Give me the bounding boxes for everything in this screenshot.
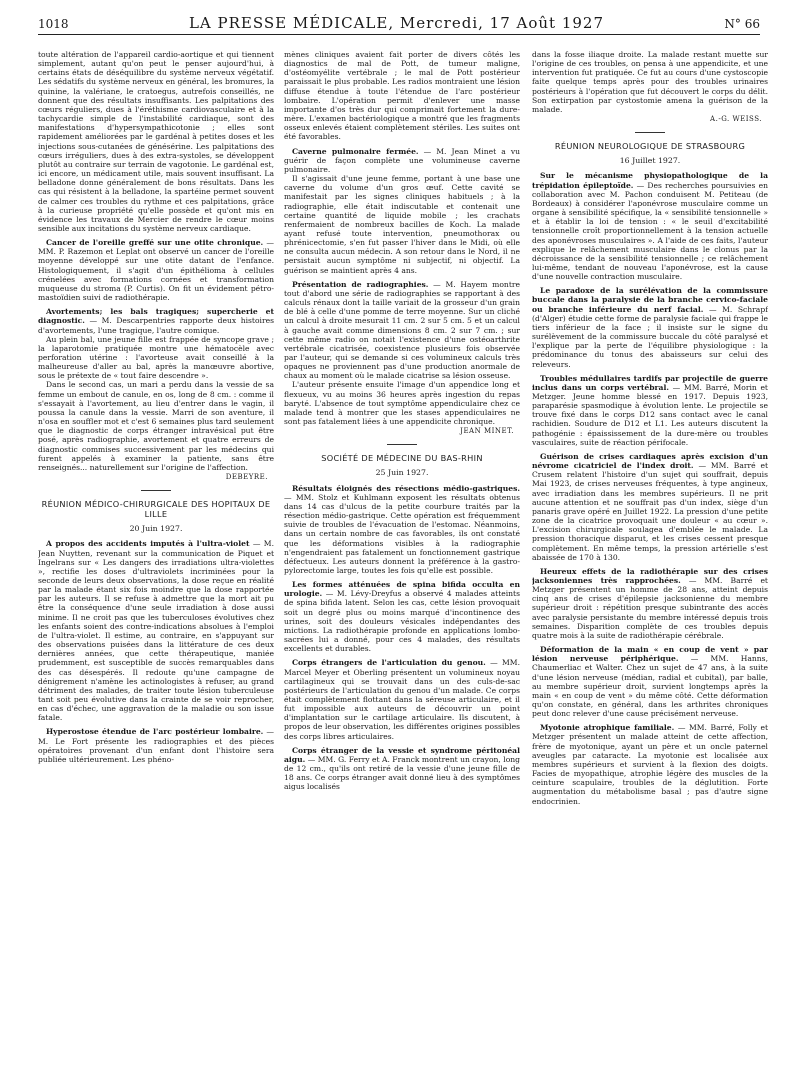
article-paragraph (532, 171, 768, 281)
section-date: 16 Juillet 1927. (619, 156, 681, 166)
page-number: 1018 (38, 17, 69, 31)
article (532, 171, 768, 281)
article-paragraph (284, 580, 520, 653)
article-title: Corps étranger de la vessie et syndrome péritonéal aigu. (284, 745, 520, 764)
article-text: — M. Descarpentries rapporte deux histoires d'avortements, l'une tragique, l'autre comique. (38, 316, 274, 335)
section-date: 20 Juin 1927. (129, 524, 183, 534)
article-text: — MM. Barré, Folly et Metzger présentent un malade atteint de cette affection, frère de myotonique, ayant un père et un oncle paternel aveugles par cataracte. La myotonie est localisée aux membres supérieurs et survient à la flexion des doigts. Facies de myopathique, atrophie légère des muscles de la ceinture scapulaire, troubles de la déglutition. Forte augmentation du métabolisme basal ; pas d'autre signe endocrinien. (532, 723, 768, 806)
section-heading (284, 444, 520, 477)
issue-number: N° 66 (724, 17, 760, 31)
section-date: 25 Juin 1927. (375, 468, 429, 478)
article (532, 723, 768, 805)
article-title: Corps étrangers de l'articulation du genou. (292, 658, 486, 668)
article-text: — M. Jean Minet a vu guérir de façon complète une volumineuse caverne pulmonaire. (284, 146, 520, 174)
author-signature: JEAN MINET. (460, 427, 514, 436)
article-title: Déformation de la main « en coup de vent » par lésion nerveuse périphérique. (532, 645, 768, 664)
article (284, 484, 520, 576)
article-text: — MM. P. Razemon et Leplat ont observé un cancer de l'oreille moyenne développé sur une otite datant de l'enfance. Histologiquement, il s'agit d'un épithélioma à cellules crénelées avec formations cornées et transformation muqueuse du stroma (P. Curtis). On fit un évidement pétro-mastoïdien suivi de radiothérapie. (38, 238, 274, 303)
article-paragraph (38, 238, 274, 302)
text-column-3 (532, 50, 768, 1074)
article-paragraph: L'auteur présente ensuite l'image d'un appendice long et flexueux, vu au moins 36 heures après ingestion du repas baryté. L'absence de tout symptôme appendiculaire chez ce malade tend à montrer que les stases appendiculaires ne sont pas fatalement liées à une appendicite chronique. (284, 380, 520, 427)
article (38, 50, 274, 233)
article-text: — MM. Barré et Crusem relatent l'histoire d'un sujet qui souffrait, depuis Mai 1923, de crises nerveuses fréquentes, à type angineux, avec irradiation dans les membres supérieurs. Il ne prit aucune attention et ne souffrait pas d'un index, siège d'un panaris grave opéré en Juillet 1922. La pression d'une petite zone de la cicatrice provoquait une douleur « au cœur ». L'excision chirurgicale soulagea d'emblée le malade. La pression thoracique disparut, et les crises cessent presque complètement. En même temps, la pression artérielle s'est abaissée de 170 à 130. (532, 461, 768, 562)
section-heading (532, 132, 768, 165)
article-title: Résultats éloignés des résections médio-gastriques. (292, 483, 520, 493)
article-title: Les formes atténuées de spina bifida occulta en urologie. (284, 580, 520, 599)
article-title: Le paradoxe de la surélévation de la commissure buccale dans la paralysie de la branche cervico-faciale ou branche inférieure du nerf facial. (532, 286, 768, 314)
author-signature: A.-G. WEISS. (710, 115, 762, 124)
article-paragraph (532, 374, 768, 447)
article (532, 645, 768, 718)
article-text: — M. Le Fort présente les radiographies et des pièces opératoires provenant d'un enfant dont l'histoire sera publiée ultérieurement. Les phéno- (38, 727, 274, 764)
article-text: — Des recherches poursuivies en collaboration avec M. Pachon conduisent M. Petiteau (de Bordeaux) à considérer l'aponévrose musculaire comme un organe à sensibilité spécifique, la « sensibilité tensionnelle » et à établir la loi de tension : « le seuil d'excitabilité tensionnelle croît proportionnellement à la tension actuelle des aponévroses musculaires ». A l'aide de ces faits, l'auteur explique le relâchement musculaire dans le clonus par la décroissance de la sensibilité tensionnelle ; ce relâchement lui-même, tendant de nouveau l'aponévrose, est la cause d'une nouvelle contraction musculaire. (532, 180, 768, 282)
article-paragraph (532, 723, 768, 805)
article-title: Myotonie atrophique familiale. (540, 723, 675, 733)
article-text: — MM. Stolz et Kuhlmann exposent les résultats obtenus dans 14 cas d'ulcus de la petite courbure traités par la résection médio-gastrique. Cette opération est fréquemment suivie de troubles de l'évacuation de l'estomac. Néanmoins, dans un certain nombre de cas favorables, ils ont constaté que les déformations visibles à la radiographie n'engendraient pas fatalement un fonctionnement gastrique défectueux. Les auteurs donnent la préférence à la gastro-pylorectomie large, toutes les fois qu'elle est possible. (284, 492, 520, 575)
article (532, 452, 768, 562)
article-title: Caverne pulmonaire fermée. (292, 146, 419, 156)
article (284, 580, 520, 653)
article-paragraph (284, 658, 520, 740)
article-title: A propos des accidents imputés à l'ultra-violet (46, 539, 250, 549)
article (38, 539, 274, 722)
article-paragraph (532, 567, 768, 640)
article-text: — MM. G. Ferry et A. Franck montrent un crayon, long de 12 cm., qu'ils ont retiré de la vessie d'une jeune fille de 18 ans. Ce corps étranger avait donné lieu à des symptômes aigus localisés (284, 754, 520, 792)
article (532, 50, 768, 124)
section-name: RÉUNION MÉDICO-CHIRURGICALE DES HOPITAUX DE LILLE (41, 499, 271, 520)
article-title: Cancer de l'oreille greffé sur une otite chronique. (46, 238, 264, 248)
article-text: — MM. Barré, Morin et Metzger. Jeune homme blessé en 1917. Depuis 1923, paraparésie spasmodique à évolution lente. Le projectile se trouve fixé dans le corps D12 sans contact avec le canal rachidien. Soudure de D12 et L1. Les auteurs discutent la pathogénie : épaississement de la dure-mère ou troubles vasculaires, suite de réaction périfocale. (532, 382, 768, 447)
article-paragraph: Au plein bal, une jeune fille est frappée de syncope grave ; la laparotomie pratiquée montre une hématocèle avec perforation utérine : l'avorteuse avait conseillé à la malheureuse d'aller au bal, après la manœuvre abortive, sous le prétexte de « tout faire descendre ». (38, 334, 274, 381)
article-title: Guérison de crises cardiaques après excision d'un névrome cicatriciel de l'index droit. (532, 451, 768, 471)
article-text: — M. Jean Nuytten, revenant sur la communication de Piquet et Ingelrans sur « Les dangers des irradiations ultra-violettes », rectifie les doses d'ultraviolets incriminées pour la seconde de leurs deux observations, la dose reçue en réalité par la malade étant six fois moindre que la dose rapportée par les auteurs. Il se refuse à admettre que la mort ait pu être la conséquence d'une seule irradiation à dose aussi minime. Il ne croit pas que les tuberculoses évolutives chez les enfants soient des contre-indications absolues à l'emploi de l'ultra-violet. Il estime, au contraire, en s'appuyant sur des observations puisées dans la littérature de ces deux dernières années, que cette thérapeutique, maniée prudemment, est susceptible de succès remarquables dans des cas désespérés. Il redoute qu'une campagne de dénigrement n'amène les actinologistes à refuser, au grand détriment des malades, de traiter toute lésion tuberculeuse tant soit peu évolutive dans la crainte de se voir reprocher, en cas d'échec, une aggravation de la maladie ou son issue fatale. (38, 539, 274, 723)
running-header (38, 14, 760, 35)
article-paragraph: Dans le second cas, un mari a perdu dans la vessie de sa femme un embout de canule, en os, long de 8 cm. : comme il s'essayait à l'avortement, au lieu d'entrer dans le vagin, il poussa la canule dans la vessie. Marri de son aventure, il n'osa en souffler mot et c'est 6 semaines plus tard seulement que le diagnostic de corps étranger intravésical put être posé, après radiographie, avortement et quatre erreurs de diagnostic commises successivement par les médecins qui furent appelés à examiner la patiente, sans être renseignés... naturellement sur l'origine de l'affection. (38, 380, 274, 472)
section-rule (635, 132, 665, 133)
article-paragraph (532, 645, 768, 718)
text-column-2 (284, 50, 520, 1074)
article-paragraph (532, 452, 768, 562)
article-paragraph (38, 539, 274, 722)
article-paragraph (532, 286, 768, 368)
article-paragraph (38, 727, 274, 764)
section-name: SOCIÉTÉ DE MÉDECINE DU BAS-RHIN (321, 453, 483, 464)
article (532, 567, 768, 640)
article-title: Présentation de radiographies. (292, 279, 429, 289)
article-title: Troubles médullaires tardifs par projectile de guerre inclus dans un corps vertébral. (532, 373, 768, 392)
article-paragraph: toute altération de l'appareil cardio-aortique et qui tiennent simplement, autant qu'on peut le penser aujourd'hui, à certains états de déséquilibre du système nerveux végétatif. Les sédatifs du système nerveux en général, les bromures, la quinine, la valériane, le cratoegus, autrefois conseillés, ne donnent que des résultats insuffisants. Les palpitations des cœurs réguliers, dues à l'éréthisme cardiovasculaire et à la tachycardie simple de l'instabilité cardiaque, sont des manifestations d'hypersympathicotonie ; elles sont rapidement améliorées par le gardénal à petites doses et les injections sous-cutanées de génésérine. Les palpitations des cœurs irréguliers, dues à des extra-systoles, se développent plutôt au contraire sur terrain de vagotonie. Le gardénal est, ici encore, un médicament utile, mais souvent insuffisant. La belladone donne généralement de bons résultats. Dans les cas qui résistent à la belladone, la spartéine permet souvent de calmer ces troubles du rythme et ces palpitations, grâce à la curieuse propriété qu'elle possède et qu'ont mis en évidence les travaux de Mercier de rendre le cœur moins sensible aux incitations du système nerveux cardiaque. (38, 50, 274, 233)
article-title: Heureux effets de la radiothérapie sur des crises jacksoniennes très rapprochées. (532, 566, 768, 585)
article-text: — M. Schrapf (d'Alger) étudie cette forme de paralysie faciale qui frappe le tiers inférieur de la face ; il insiste sur le signe du surélèvement de la commissure buccale du côté paralysé et l'explique par la perte de l'équilibre physiologique : la prédominance du tonus des abaisseurs sur celui des releveurs. (532, 304, 768, 369)
article (284, 280, 520, 437)
article (284, 746, 520, 792)
article-text: — MM. Barré et Metzger présentent un homme de 28 ans, atteint depuis cinq ans de crises d'épilepsie jacksonienne du membre supérieur droit : répétition presque subintrante des accès avec paralysie persistante du membre intéressé depuis trois semaines. Disparition complète de ces troubles depuis quatre mois à la suite de radiothérapie cérébrale. (532, 575, 768, 640)
article (38, 727, 274, 764)
article (284, 50, 520, 142)
article (38, 307, 274, 482)
article-paragraph (38, 307, 274, 334)
article-paragraph (284, 147, 520, 174)
article-text: — MM. Hanns, Chaumerliac et Walter. Chez un sujet de 47 ans, à la suite d'une lésion nerveuse (médian, radial et cubital), par balle, au membre supérieur droit, survient longtemps après la main « en coup de vent » du même côté. Cette déformation qu'on constate, en général, dans les arthrites chroniques peut donc relever d'une cause précisément nerveuse. (532, 654, 768, 719)
article-paragraph (284, 484, 520, 576)
article (532, 374, 768, 447)
article-title: Hyperostose étendue de l'arc postérieur lombaire. (46, 727, 264, 737)
article-paragraph (284, 280, 520, 381)
journal-title: LA PRESSE MÉDICALE, Mercredi, 17 Août 1927 (188, 14, 604, 32)
article-text: — M. Hayem montre tout d'abord une série de radiographies se rapportant à des calculs rénaux dont la taille variait de la grosseur d'un grain de blé à celle d'une pomme de terre moyenne. Sur un cliché un calcul à droite mesurait 11 cm. 2 sur 5 cm. 5 et un calcul à gauche avait comme dimensions 8 cm. 2 sur 7 cm. ; sur cette même radio on notait l'existence d'une ostéoarthrite vertébrale cicatrisée, coexistence plusieurs fois observée par l'auteur, qui se demande si ces volumineux calculs très opaques ne proviennent pas d'une production anormale de chaux au moment où le malade cicatrise sa lésion osseuse. (284, 279, 520, 381)
article-paragraph (284, 746, 520, 792)
article-title: Sur le mécanisme physiopathologique de la trépidation épileptoïde. (532, 171, 768, 190)
section-heading (38, 490, 274, 533)
article-text: — MM. Marcel Meyer et Oberling présentent un volumineux noyau cartilagineux qui se trouvait dans un des culs-de-sac postérieurs de l'articulation du genou d'un malade. Ce corps était complètement flottant dans la séreuse articulaire, et il fut impossible aux auteurs de découvrir un point d'implantation sur le cartilage articulaire. Ils discutent, à propos de leur observation, les différentes origines possibles des corps libres articulaires. (284, 658, 520, 741)
author-signature: DEBEYRE. (225, 473, 268, 482)
section-name: RÉUNION NEUROLOGIQUE DE STRASBOURG (554, 141, 746, 152)
article-paragraph: mènes cliniques avaient fait porter de divers côtés les diagnostics de mal de Pott, de tumeur maligne, d'ostéomyélite vertébrale ; le mal de Pott postérieur paraissait le plus probable. Les radios montraient une lésion diffuse étendue à toute l'étendue de l'arc postérieur lombaire. L'opération permit d'enlever une masse importante d'os très dur qui comprimait fortement la dure-mère. L'examen bactériologique a montré que les fragments osseux enlevés étaient complètement stériles. Les suites ont été favorables. (284, 50, 520, 142)
article-title: Avortements; les bals tragiques; supercherie et diagnostic. (38, 307, 274, 326)
article (532, 286, 768, 368)
article (284, 147, 520, 275)
article (284, 658, 520, 740)
article-paragraph: Il s'agissait d'une jeune femme, portant à une base une caverne du volume d'un gros œuf. Cette cavité se manifestait par les signes cliniques habituels ; à la radiographie, elle était indiscutable et contenait une certaine quantité de liquide mobile ; les crachats renfermaient de nombreux bacilles de Koch. La malade ayant refusé toute intervention, pneumothorax ou phrénicectomie, s'en fut passer l'hiver dans le Midi, où elle ne consulta aucun médecin. A son retour dans le Nord, il ne persistait aucun symptôme ni subjectif, ni objectif. La guérison se maintient après 4 ans. (284, 174, 520, 275)
article (38, 238, 274, 302)
article-text: — M. Lévy-Dreyfus a observé 4 malades atteints de spina bifida latent. Selon les cas, cette lésion provoquait soit un degré plus ou moins marqué d'incontinence des urines, soit des douleurs vésicales indépendantes des mictions. La radiothérapie profonde en applications lombo-sacrées lui a donné, pour ces 4 malades, des résultats excellents et durables. (284, 589, 520, 654)
text-column-1 (38, 50, 274, 1074)
article-paragraph: dans la fosse iliaque droite. La malade restant muette sur l'origine de ces troubles, on pensa à une appendicite, et une intervention fut pratiquée. Ce fut au cours d'une cystoscopie faite quelque temps après pour des troubles urinaires postérieurs à l'opération que fut découvert le corps du délit. Son extirpation par cystostomie amena la guérison de la malade. (532, 50, 768, 114)
section-rule (387, 444, 417, 445)
section-rule (141, 490, 171, 491)
